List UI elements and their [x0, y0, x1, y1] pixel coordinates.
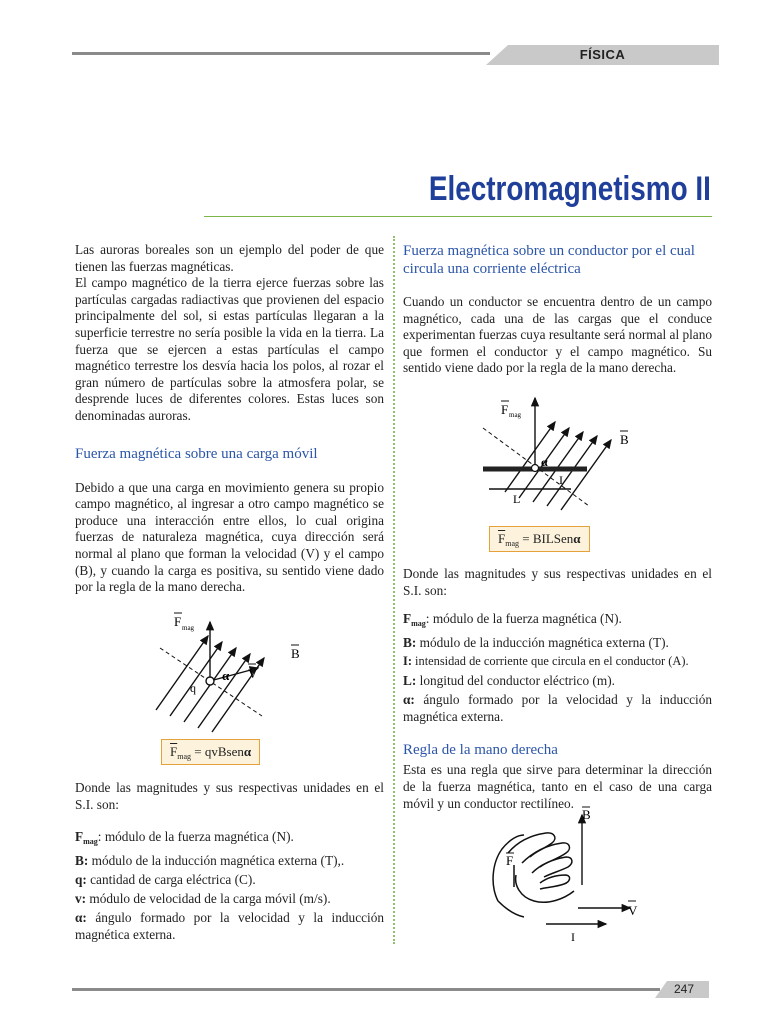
b-label: B [620, 432, 629, 447]
alpha-label: α [222, 668, 230, 683]
definition-item: B: módulo de la inducción magnética externa (T). [403, 635, 669, 651]
b-label: B [582, 807, 591, 822]
definition-item: B: módulo de la inducción magnética externa (T),. [75, 853, 345, 869]
conductor-formula: $\overline{F}_{mag}$ = BILSenα [489, 526, 590, 552]
definition-item: q: cantidad de carga eléctrica (C). [75, 872, 256, 888]
conductor-diagram [475, 392, 645, 514]
left-definitions [75, 827, 384, 943]
definition-item: α: ángulo formado por la velocidad y la inducción magnética externa. [75, 910, 384, 942]
moving-charge-paragraph: Debido a que una carga en movimiento genera su propio campo magnético, al ingresar a otro campo magnético se produce una interacción entre ellos, lo cual origina fuerzas de naturaleza magnética, cuya dirección será normal al plano que forman la velocidad (V) y el campo (B), y cuando la carga es positiva, su sentido viene dado por la regla de la mano derecha. [75, 479, 384, 595]
i-label: I [571, 930, 575, 944]
l-label: L [513, 492, 521, 506]
right-units [403, 566, 712, 812]
aurora-paragraph: El campo magnético de la tierra ejerce fuerzas sobre las partículas cargadas radiactivas que provienen del espacio principalmente del sol, si estas partículas llegaran a la superficie terrestre no sería posible la vida en la tierra. La fuerza que se ejercen a estas partículas el campo magnético terrestre los desvía hacia los polos, al rozar el gran número de partículas sobre la atmosfera polar, se desprende luces de diferentes colores. Estas luces son denominadas auroras. [75, 275, 384, 423]
footer-rule [72, 988, 660, 991]
right-hand-paragraph: Esta es una regla que sirve para determinar la dirección de la fuerza magnética, tanto en el caso de una carga móvil y un conductor rectilíneo. [403, 762, 712, 811]
heading-moving-charge: Fuerza magnética sobre una carga móvil [75, 445, 318, 462]
units-intro: Donde las magnitudes y sus respectivas unidades en el S.I. son: [403, 566, 712, 598]
f-label: F [506, 853, 514, 868]
force-sub: mag [182, 624, 195, 632]
q-label: q [190, 681, 196, 695]
left-units [75, 780, 384, 943]
force-label: F [174, 614, 182, 629]
conductor-paragraph: Cuando un conductor se encuentra dentro de un campo magnético, cada una de las cargas que el conduce experimentan fuerzas cuya resultante será normal al plano que formen el conductor y el campo magnético. Su sentido viene dado por la regla de la mano derecha. [403, 294, 713, 376]
right-column [403, 242, 712, 377]
lorentz-formula: $\overline{F}_{mag}$ = qvBsenα [161, 739, 260, 765]
definition-item: $F_{mag}$: módulo de la fuerza magnética (N). [75, 829, 294, 847]
definition-item: v: módulo de velocidad de la carga móvil (m/s). [75, 891, 331, 907]
charge-diagram [150, 608, 320, 738]
conductor-point [532, 465, 539, 472]
alpha-label: α [541, 455, 548, 469]
definition-item: α: ángulo formado por la velocidad y la inducción magnética externa. [403, 692, 712, 724]
left-column [75, 242, 384, 596]
definition-item: I: intensidad de corriente que circula en el conductor (A). [403, 654, 689, 669]
force-label: F [501, 402, 509, 417]
page-title: Electromagnetismo II [429, 170, 711, 208]
heading-conductor: Fuerza magnética sobre un conductor por el cual circula una corriente eléctrica [403, 243, 695, 277]
units-intro: Donde las magnitudes y sus respectivas unidades en el S.I. son: [75, 780, 384, 812]
section-label: FÍSICA [579, 47, 626, 62]
intro-paragraph: Las auroras boreales son un ejemplo del poder de que tienen las fuerzas magnéticas. [75, 242, 384, 274]
page-number: 247 [673, 982, 695, 996]
b-label: B [291, 646, 300, 661]
v-label: V [628, 903, 638, 918]
force-sub: mag [509, 411, 522, 419]
hand-icon [493, 833, 574, 917]
heading-right-hand-rule: Regla de la mano derecha [403, 742, 558, 759]
right-definitions [403, 609, 712, 725]
right-hand-diagram [478, 805, 658, 950]
i-label: I [559, 473, 563, 487]
column-divider [393, 236, 395, 944]
definition-item: $F_{mag}$: módulo de la fuerza magnética (N). [403, 611, 622, 629]
charge-point [206, 677, 214, 685]
v-label: V [248, 666, 258, 681]
definition-item: L: longitud del conductor eléctrico (m). [403, 673, 615, 689]
header-rule [72, 52, 490, 55]
title-rule [204, 216, 712, 217]
